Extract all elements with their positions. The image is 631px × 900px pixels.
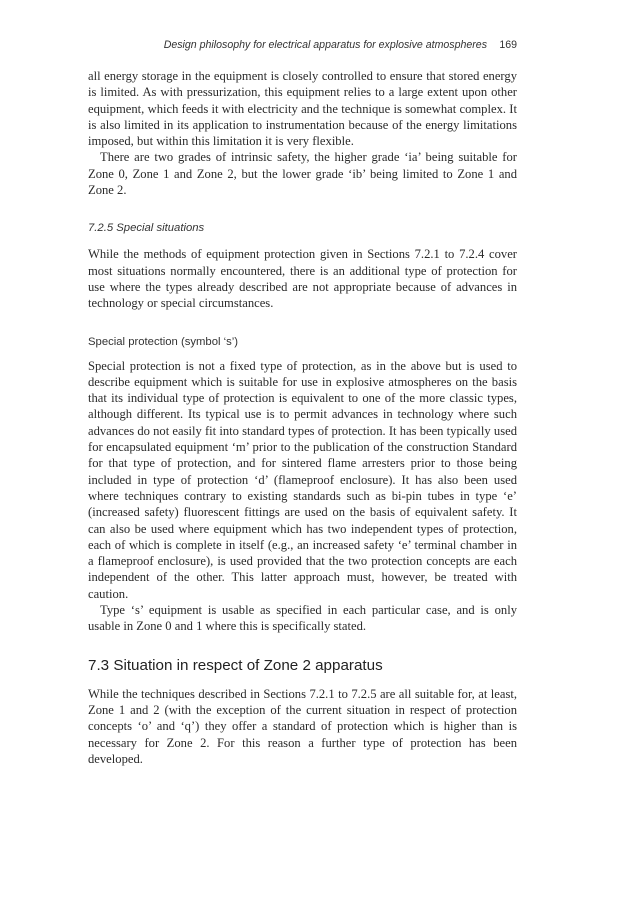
paragraph-type-s-usage: Type ‘s’ equipment is usable as specified in each particular case, and is only usable in Zone 0 and 1 where this is specifically stated. [88, 603, 517, 634]
book-page [88, 36, 517, 767]
running-title: Design philosophy for electrical apparatus for explosive atmospheres [163, 39, 487, 51]
subsection-heading-7-2-5: 7.2.5 Special situations [88, 222, 205, 235]
running-header [88, 36, 517, 56]
paragraph-special-protection: Special protection is not a fixed type of protection, as in the above but is used to describe equipment which is suitable for use in explosive atmospheres on the basis that its individual type of protection is equivalent to one of the more classic types, although different. Its typical use is to permit advances in technology where such advances do not easily fit into standard types of protection. It has been typically used for encapsulated equipment ‘m’ prior to the publication of the construction Standard for that type of protection, and for sintered flame arresters prior to those being included in type of protection ‘d’ (flameproof enclosure). It has also been used where techniques contrary to existing standards such as bi-pin tubes in type ‘e’ (increased safety) fluorescent fittings are used on the basis of equivalent safety. It can also be used where equipment which has two independent types of protection, each of which is complete in itself (e.g., an increased safety ‘e’ terminal chamber in a flameproof enclosure), is used provided that the two protection concepts are each independent of the other. This latter approach must, however, be treated with caution. [88, 358, 517, 601]
section-heading-7-3: 7.3 Situation in respect of Zone 2 apparatus [88, 656, 383, 674]
page-number: 169 [499, 39, 517, 51]
paragraph-intrinsic-safety-grades: There are two grades of intrinsic safety, the higher grade ‘ia’ being suitable for Zone 0, Zone 1 and Zone 2, but the lower grade ‘ib’ being limited to Zone 1 and Zone 2. [88, 150, 517, 198]
paragraph-zone-2: While the techniques described in Sections 7.2.1 to 7.2.5 are all suitable for, at least, Zone 1 and 2 (with the exception of the current situation in respect of protection concepts ‘o’ and ‘q’) they offer a standard of protection which is higher than is necessary for Zone 2. For this reason a further type of protection has been developed. [88, 686, 517, 766]
paragraph-intrinsic-safety-cont: all energy storage in the equipment is closely controlled to ensure that stored energy is limited. As with pressurization, this equipment relies to a large extent upon other equipment, which feeds it with electricity and the technique is somewhat complex. It is also limited in its application to instrumentation because of the energy limitations imposed, but within this limitation it is very flexible. [88, 69, 517, 149]
subheading-special-protection: Special protection (symbol ‘s’) [88, 335, 239, 348]
paragraph-special-situations: While the methods of equipment protection given in Sections 7.2.1 to 7.2.4 cover most situations normally encountered, there is an additional type of protection for use where the types already described are not appropriate because of advances in technology or special circumstances. [88, 247, 517, 311]
